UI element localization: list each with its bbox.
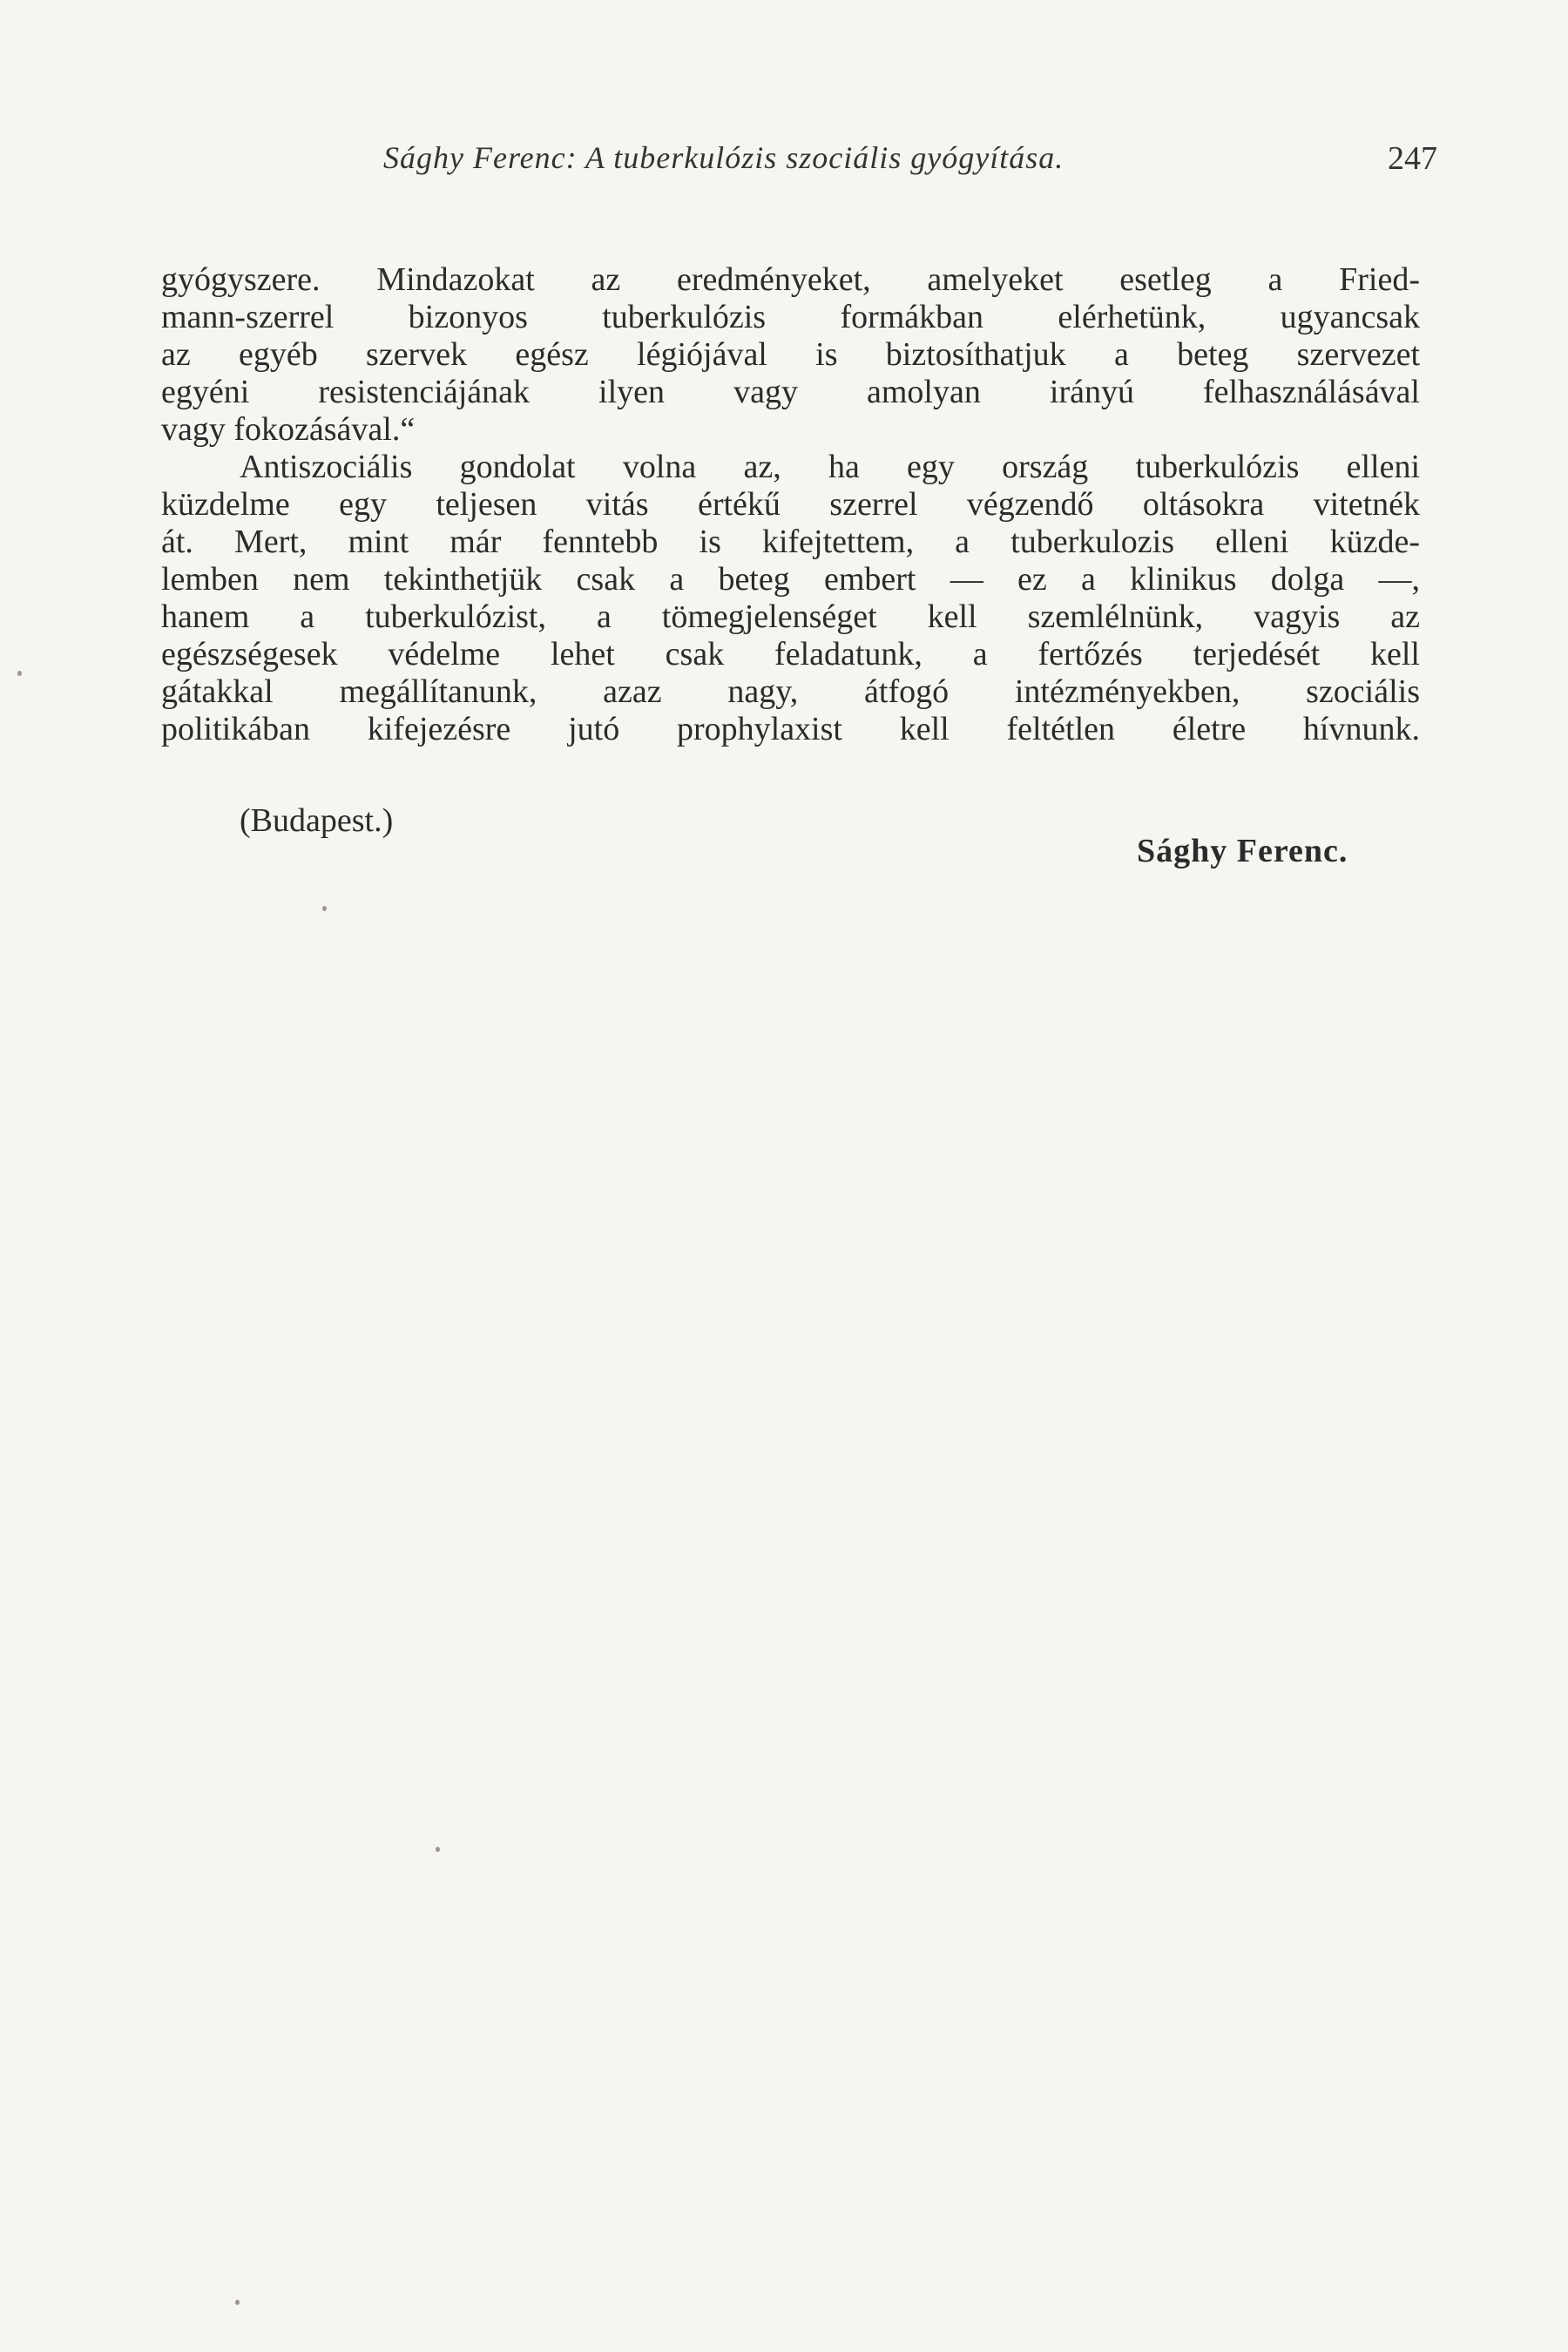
text-line: át. Mert, mint már fenntebb is kifejtettem, a tuberkulozis elleni küzde- bbox=[161, 524, 1420, 560]
paper-speck bbox=[322, 906, 327, 911]
text-line: az egyéb szervek egész légiójával is biztosíthatjuk a beteg szervezet bbox=[161, 336, 1420, 373]
text-line: politikában kifejezésre jutó prophylaxist kell feltétlen életre hívnunk. bbox=[161, 711, 1420, 747]
text-line: küzdelme egy teljesen vitás értékű szerrel végzendő oltásokra vitetnék bbox=[161, 486, 1420, 523]
paragraph-start-line: Antiszociális gondolat volna az, ha egy ország tuberkulózis elleni bbox=[240, 449, 1420, 485]
body-text bbox=[161, 261, 1420, 748]
text-line: lemben nem tekinthetjük csak a beteg embert — ez a klinikus dolga —, bbox=[161, 561, 1420, 598]
text-line: egyéni resistenciájának ilyen vagy amolyan irányú felhasználásával bbox=[161, 374, 1420, 410]
running-head: Sághy Ferenc: A tuberkulózis szociális gyógyítása. bbox=[383, 140, 1064, 175]
text-line: egészségesek védelme lehet csak feladatunk, a fertőzés terjedését kell bbox=[161, 636, 1420, 672]
place-of-writing: (Budapest.) bbox=[240, 802, 394, 839]
page-number: 247 bbox=[1388, 140, 1437, 177]
text-line: mann-szerrel bizonyos tuberkulózis formákban elérhetünk, ugyancsak bbox=[161, 299, 1420, 335]
text-line: hanem a tuberkulózist, a tömegjelenséget kell szemlélnünk, vagyis az bbox=[161, 598, 1420, 635]
paper-speck bbox=[436, 1847, 440, 1852]
text-line: gyógyszere. Mindazokat az eredményeket, amelyeket esetleg a Fried- bbox=[161, 261, 1420, 298]
paper-speck bbox=[17, 671, 22, 676]
paper-speck bbox=[235, 2300, 240, 2305]
text-line: vagy fokozásával.“ bbox=[161, 411, 416, 448]
text-line: gátakkal megállítanunk, azaz nagy, átfogó intézményekben, szociális bbox=[161, 673, 1420, 710]
author-signature: Sághy Ferenc. bbox=[1137, 833, 1348, 869]
